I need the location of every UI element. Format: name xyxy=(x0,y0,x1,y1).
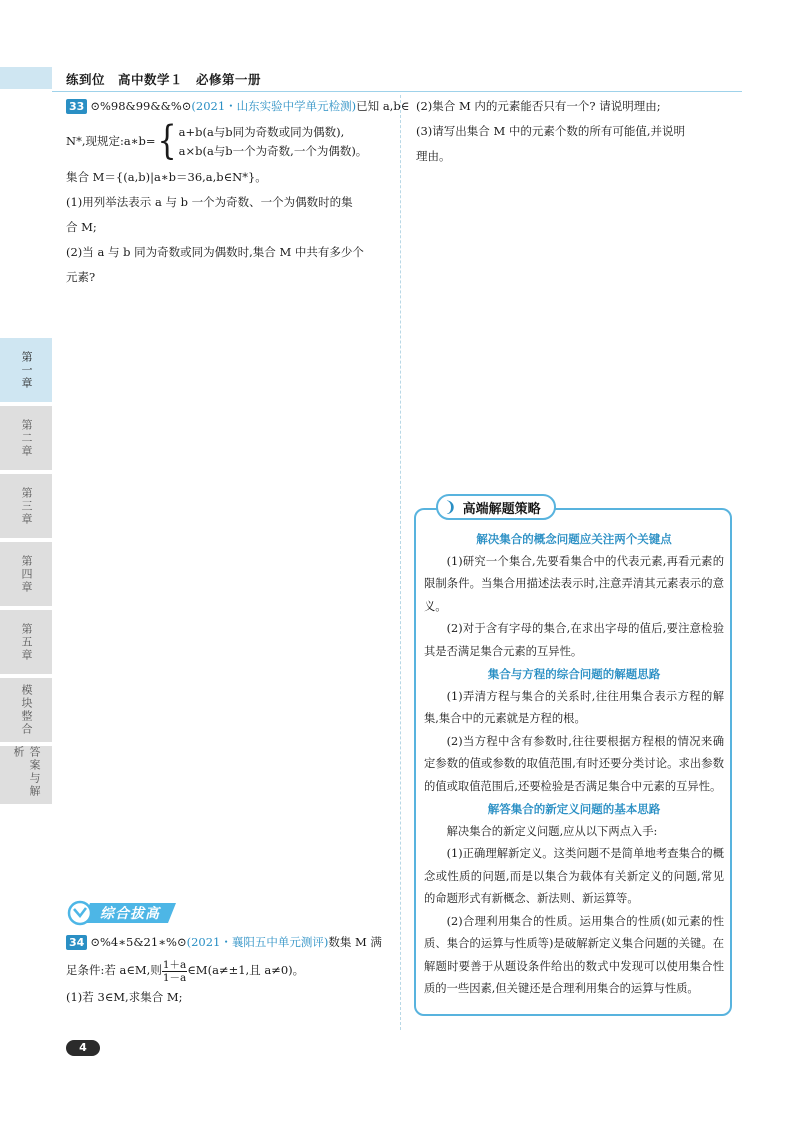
side-tab-label: 第三章 xyxy=(20,486,33,526)
side-tab-chapter-2[interactable] xyxy=(0,406,52,470)
side-tab-label: 第二章 xyxy=(20,418,33,458)
problem-34-q1: (1)若 3∈M,求集合 M; xyxy=(66,990,183,1004)
problem-source: (2021・山东实验中学单元检测) xyxy=(191,99,357,113)
problem-text: ∈M(a≠±1,且 a≠0)。 xyxy=(187,963,305,977)
strategy-paragraph: (2)对于含有字母的集合,在求出字母的值后,要注意检验其是否满足集合元素的互异性。 xyxy=(424,622,724,658)
page-number: 4 xyxy=(66,1040,100,1056)
problem-meta: ⊙%4∗5&21∗%⊙ xyxy=(90,935,187,949)
strategy-title-pill xyxy=(436,494,556,520)
problem-34-line1 xyxy=(66,930,394,955)
problem-34-q3-line1: (3)请写出集合 M 中的元素个数的所有可能值,并说明 xyxy=(416,124,686,138)
fraction-denominator: 1－a xyxy=(162,971,187,984)
problem-33-line1 xyxy=(66,94,410,119)
case-2: a×b(a与b一个为奇数,一个为偶数)。 xyxy=(178,144,368,158)
fraction-numerator: 1＋a xyxy=(162,958,187,971)
strategy-heading: 解决集合的概念问题应关注两个关键点 xyxy=(476,532,672,546)
side-tab-label: 第五章 xyxy=(20,622,33,662)
side-tab-chapter-4[interactable] xyxy=(0,542,52,606)
problem-text: 数集 M 满 xyxy=(328,935,382,949)
side-tab-label: 第一章 xyxy=(20,350,33,390)
problem-text: N*,现规定:a∗b= xyxy=(66,134,156,148)
problem-text: 足条件:若 a∈M,则 xyxy=(66,963,162,977)
side-tab-chapter-1[interactable] xyxy=(0,338,52,402)
problem-33-set: 集合 M＝{(a,b)|a∗b＝36,a,b∈N*}。 xyxy=(66,170,267,184)
problem-34 xyxy=(66,930,394,1010)
strategy-paragraph: (2)合理利用集合的性质。运用集合的性质(如元素的性质、集合的运算与性质等)是破解新定义集合问题的关键。在解题时要善于从题设条件给出的数式中发现可以使用集合性质的一些因素,但关键还是合理利用集合的运算与性质。 xyxy=(424,914,724,995)
problem-source: (2021・襄阳五中单元测评) xyxy=(186,935,329,949)
problem-34-q3-line2: 理由。 xyxy=(416,149,451,163)
strategy-heading: 集合与方程的综合问题的解题思路 xyxy=(487,667,661,681)
banner-badge-icon xyxy=(69,902,91,924)
case-1: a+b(a与b同为奇数或同为偶数), xyxy=(178,125,345,139)
side-tab-label: 第四章 xyxy=(20,554,33,594)
problem-33-definition xyxy=(66,118,394,165)
header-rule xyxy=(52,91,742,92)
side-tab-label: 模块整合 xyxy=(20,684,33,736)
problem-33-q1-line1: (1)用列举法表示 a 与 b 一个为奇数、一个为偶数时的集 xyxy=(66,195,353,209)
side-tab-label: 答案与解析 xyxy=(12,746,41,798)
strategy-paragraph: (1)研究一个集合,先要看集合中的代表元素,再看元素的限制条件。当集合用描述法表示时,注意弄清其元素表示的意义。 xyxy=(424,554,724,613)
side-tab-chapter-5[interactable] xyxy=(0,610,52,674)
fraction xyxy=(162,959,187,984)
problem-33 xyxy=(66,94,410,290)
problem-number-badge: 33 xyxy=(66,99,87,114)
header-accent-band xyxy=(0,67,52,89)
problem-text: 已知 a,b∈ xyxy=(356,99,410,113)
strategy-paragraph: 解决集合的新定义问题,应从以下两点入手: xyxy=(446,824,658,838)
problem-34-q2: (2)集合 M 内的元素能否只有一个? 请说明理由; xyxy=(416,99,661,113)
strategy-paragraph: (2)当方程中含有参数时,往往要根据方程根的情况来确定参数的值或参数的取值范围,有时还要分类讨论。求出参数的值或取值范围后,还要检验是否满足集合中元素的互异性。 xyxy=(424,734,724,793)
problem-34-continued xyxy=(416,94,742,169)
section-banner-label: 综合拔高 xyxy=(100,906,160,922)
strategy-heading: 解答集合的新定义问题的基本思路 xyxy=(487,802,661,816)
side-tab-chapter-3[interactable] xyxy=(0,474,52,538)
side-tab-module-review[interactable] xyxy=(0,678,52,742)
side-tab-answers[interactable] xyxy=(0,746,52,804)
problem-33-q2-line1: (2)当 a 与 b 同为奇数或同为偶数时,集合 M 中共有多少个 xyxy=(66,245,364,259)
strategy-content xyxy=(424,528,724,1001)
flame-icon: ❩ xyxy=(444,498,457,516)
problem-number-badge: 34 xyxy=(66,935,87,950)
left-brace-symbol: { xyxy=(157,118,177,165)
strategy-paragraph: (1)弄清方程与集合的关系时,往往用集合表示方程的解集,集合中的元素就是方程的根。 xyxy=(424,689,724,725)
strategy-paragraph: (1)正确理解新定义。这类问题不是简单地考查集合的概念或性质的问题,而是以集合为载体有关新定义的问题,常见的命题形式有新概念、新法则、新运算等。 xyxy=(424,847,724,905)
problem-34-line2 xyxy=(66,955,394,985)
running-header-title: 练到位 高中数学１ 必修第一册 xyxy=(66,72,262,87)
piecewise-cases xyxy=(179,123,368,161)
problem-33-q2-line2: 元素? xyxy=(66,270,96,284)
problem-33-q1-line2: 合 M; xyxy=(66,220,97,234)
strategy-title: 高端解题策略 xyxy=(462,501,541,517)
column-divider xyxy=(400,95,401,1030)
problem-meta: ⊙%98&99&&%⊙ xyxy=(90,99,192,113)
